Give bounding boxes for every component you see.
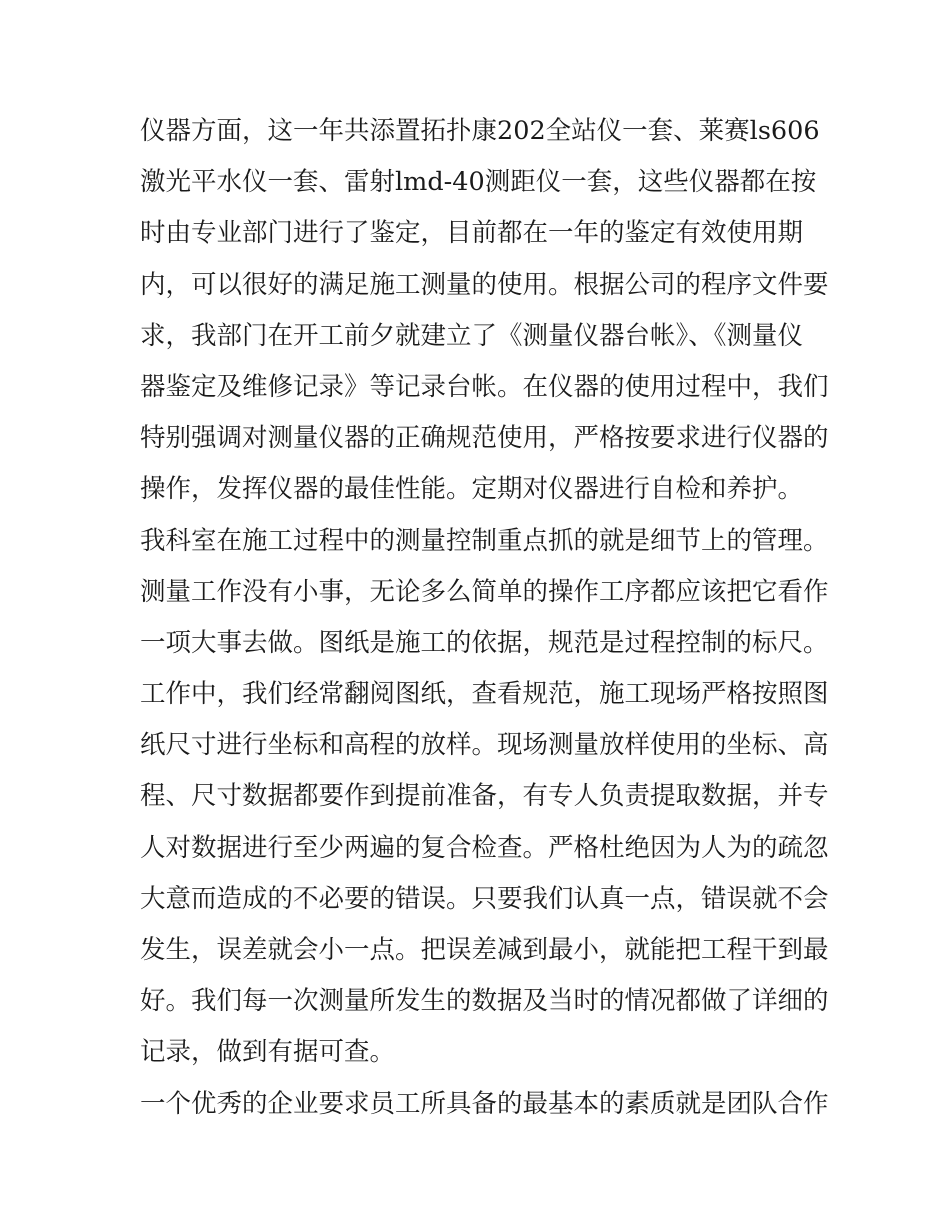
text-line: 求，我部门在开工前夕就建立了《测量仪器台帐》、《测量仪 (140, 320, 804, 351)
text-line: 测量工作没有小事，无论多么简单的操作工序都应该把它看作 (140, 576, 829, 607)
text-line: 激光平水仪一套、雷射lmd-40测距仪一套，这些仪器都在按 (140, 167, 817, 198)
text-line: 特别强调对测量仪器的正确规范使用，严格按要求进行仪器的 (140, 423, 829, 454)
text-line: 一项大事去做。图纸是施工的依据，规范是过程控制的标尺。 (140, 627, 829, 658)
text-line: 器鉴定及维修记录》等记录台帐。在仪器的使用过程中，我们 (140, 371, 829, 402)
text-line: 工作中，我们经常翻阅图纸，查看规范，施工现场严格按照图 (140, 679, 829, 710)
text-line: 人对数据进行至少两遍的复合检查。严格杜绝因为人为的疏忽 (140, 832, 829, 863)
text-line: 一个优秀的企业要求员工所具备的最基本的素质就是团队合作 (140, 1088, 829, 1119)
body-text (140, 106, 829, 1130)
text-line: 程、尺寸数据都要作到提前准备，有专人负责提取数据，并专 (140, 781, 829, 812)
text-line: 记录，做到有据可查。 (140, 1037, 396, 1068)
text-line: 我科室在施工过程中的测量控制重点抓的就是细节上的管理。 (140, 525, 829, 556)
text-line: 时由专业部门进行了鉴定，目前都在一年的鉴定有效使用期 (140, 218, 804, 249)
text-line: 大意而造成的不必要的错误。只要我们认真一点，错误就不会 (140, 883, 829, 914)
text-line: 仪器方面，这一年共添置拓扑康202全站仪一套、莱赛ls606 (140, 116, 820, 146)
text-line: 操作，发挥仪器的最佳性能。定期对仪器进行自检和养护。 (140, 474, 804, 505)
text-line: 发生，误差就会小一点。把误差减到最小，就能把工程干到最 (140, 935, 829, 965)
text-line: 好。我们每一次测量所发生的数据及当时的情况都做了详细的 (140, 986, 829, 1017)
text-line: 内，可以很好的满足施工测量的使用。根据公司的程序文件要 (140, 269, 829, 300)
text-line: 纸尺寸进行坐标和高程的放样。现场测量放样使用的坐标、高 (140, 730, 829, 761)
